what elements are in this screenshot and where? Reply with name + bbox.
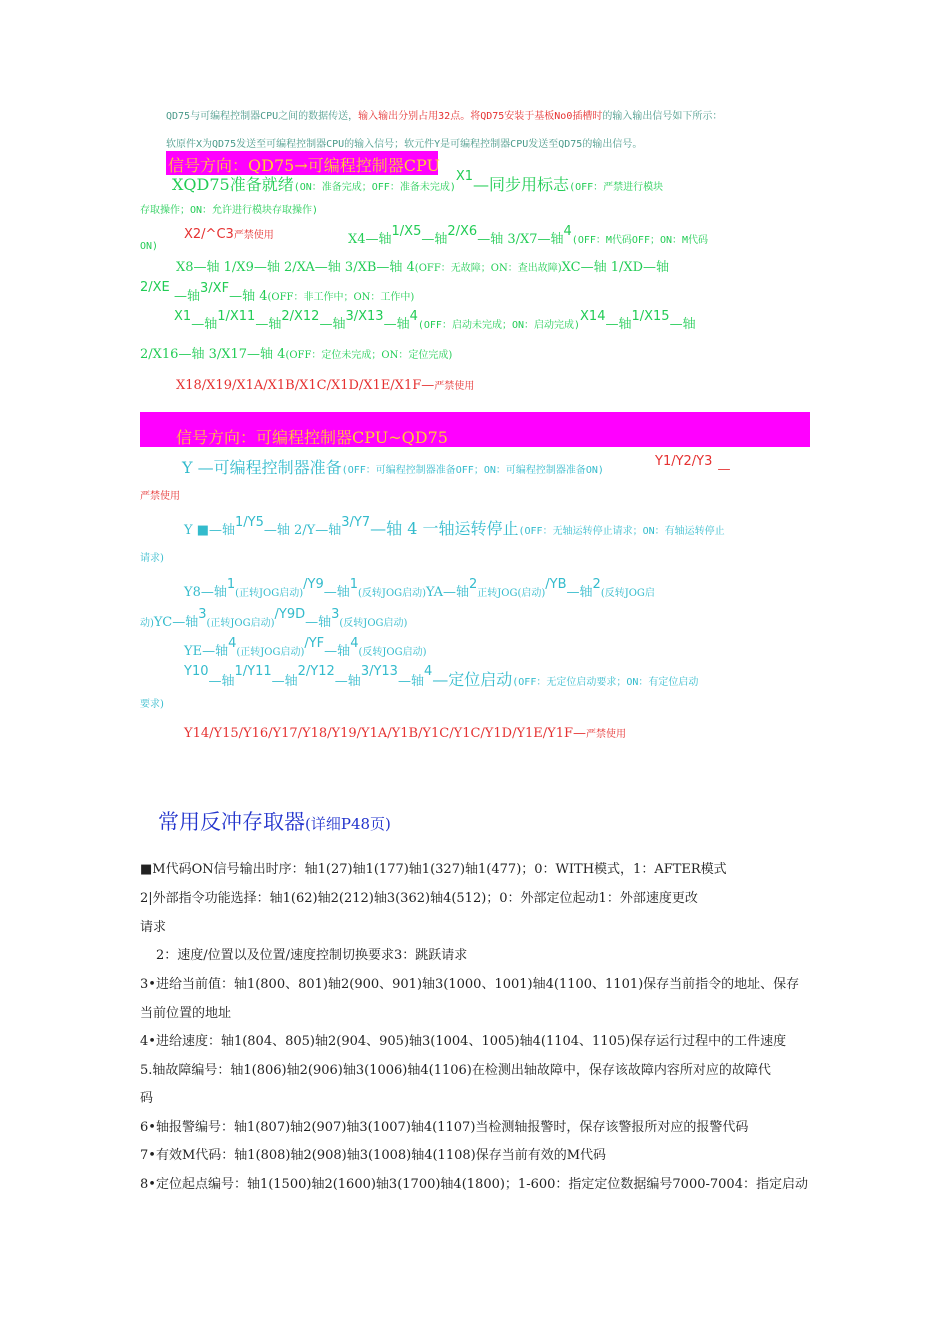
x-l1-a: X <box>172 175 184 194</box>
y-l6-d: (正转JOG启动) <box>206 618 275 629</box>
buffer-line-12: 8•定位起点编号：轴1(1500)轴2(1600)轴3(1700)轴4(1800)；1-600：指定定位数据编号7000-7004：指定启动 <box>140 1177 808 1192</box>
x-l1-c: (ON：准备完成；OFF：准备未完成) <box>293 182 456 193</box>
y-l8-f: —轴 <box>334 674 361 689</box>
y-l8-i: 4 <box>423 664 433 679</box>
y-l5-k: /YB <box>545 577 567 592</box>
x-line-8 <box>174 305 696 332</box>
intro-text-a: QD75与可编程控制器CPU之间的数据传送， <box>166 111 359 122</box>
x-l4-c: —轴 <box>421 232 448 247</box>
y-l8-j: —定位启动 <box>432 670 513 689</box>
y-l5-h: YA—轴 <box>426 585 469 600</box>
x-l9-b: (OFF：定位未完成；ON：定位完成) <box>285 350 453 361</box>
buffer-line-1: ■M代码ON信号输出时序：轴1(27)轴1(177)轴1(327)轴1(477)；0：WITH模式，1：AFTER模式 <box>140 862 727 877</box>
x-l7-c: —轴 <box>174 289 201 304</box>
y-l6-c: 3 <box>198 607 207 622</box>
buffer-line-9: 码 <box>140 1091 154 1106</box>
intro-text-c: 的输入输出信号如下所示： <box>602 111 723 122</box>
intro-text-b: 输入输出分别占用32点。将QD75安装于基板No0插槽时 <box>358 111 603 122</box>
buffer-line-3: 请求 <box>140 920 167 935</box>
y-l1-e: — <box>717 462 731 477</box>
y-l6-a: 动) <box>140 618 154 629</box>
y-line-10 <box>184 722 626 742</box>
x-l3-b: 严禁使用 <box>233 230 274 241</box>
buffer-line-8: 5.轴故障编号：轴1(806)轴2(906)轴3(1006)轴4(1106)在检测出轴故障中，保存该故障内容所对应的故障代 <box>140 1063 771 1078</box>
y-line-3 <box>184 511 725 538</box>
x-l1-b: QD75准备就绪 <box>183 175 294 194</box>
buffer-line-7: 4•进给速度：轴1(804、805)轴2(904、905)轴3(1004、1005)轴4(1104、1105)保存运行过程中的工件速度 <box>140 1034 787 1049</box>
y-l5-l: —轴 <box>566 585 593 600</box>
buffer-title <box>158 810 391 835</box>
x-l8-k: X14 <box>580 309 606 324</box>
x-l10-a: X18/X19/X1A/X1B/X1C/X1D/X1E/X1F— <box>176 378 435 393</box>
x-l7-a: 2/XE <box>140 280 170 295</box>
y-l5-c: (正转JOG启动) <box>235 588 304 599</box>
y-l1-b: —可编程控制器准备 <box>197 458 342 477</box>
y-l5-e: —轴 <box>323 585 350 600</box>
y-line-4: 请求) <box>140 553 164 564</box>
buffer-line-11: 7•有效M代码：轴1(808)轴2(908)轴3(1008)轴4(1108)保存当前有效的M代码 <box>140 1148 607 1163</box>
x-l8-f: —轴 <box>319 317 346 332</box>
y-l6-g: 3 <box>331 607 340 622</box>
x-l8-d: —轴 <box>255 317 282 332</box>
y-l6-h: (反转JOG启动) <box>339 618 408 629</box>
y-l8-h: —轴 <box>397 674 424 689</box>
y-l8-a: Y10 <box>184 664 209 679</box>
y-l5-a: Y8—轴 <box>184 585 227 600</box>
y-l8-e: 2/Y12 <box>297 664 335 679</box>
x-line-5: ON) <box>140 241 159 252</box>
x-l8-j: (OFF：启动未完成；ON：启动完成) <box>417 320 581 331</box>
y-l3-b: 1/Y5 <box>235 515 264 530</box>
x-l7-e: (OFF：非工作中；ON：工作中) <box>267 292 415 303</box>
y-l5-i: 2 <box>469 577 478 592</box>
y-l3-e: —轴 4 一轴运转停止 <box>370 519 519 538</box>
y-l5-f: 1 <box>349 577 359 592</box>
y-l7-c: (正转JOG启动) <box>236 647 305 658</box>
y-l10-b: 严禁使用 <box>586 729 627 740</box>
y-l8-g: 3/Y13 <box>360 664 398 679</box>
x-line-6 <box>176 256 669 276</box>
x-l8-e: 2/X12 <box>281 309 320 324</box>
x-l4-a: X4—轴 <box>348 232 392 247</box>
x-line-10 <box>176 374 474 394</box>
buffer-title-text: 常用反冲存取器 <box>158 810 305 834</box>
x-l8-g: 3/X13 <box>345 309 384 324</box>
y-l1-c: (OFF：可编程控制器准备OFF；ON：可编程控制器准备ON) <box>341 465 604 476</box>
buffer-line-6: 当前位置的地址 <box>140 1006 232 1021</box>
x-l8-i: 4 <box>409 309 418 324</box>
y-l7-g: (反转JOG启动) <box>358 647 427 658</box>
x-l8-l: —轴 <box>605 317 632 332</box>
y-line-6 <box>140 603 408 630</box>
y-l5-g: (反转JOG启动) <box>358 588 427 599</box>
y-l8-d: —轴 <box>271 674 298 689</box>
y-line-8 <box>184 660 699 689</box>
y-l5-j: 正转JOG(启动) <box>477 588 546 599</box>
intro-line-2: 软原件X为QD75发送至可编程控制器CPU的输入信号；软元件Y是可编程控制器CPU发送至QD75的输出信号。 <box>166 139 643 150</box>
y-l7-f: 4 <box>350 636 359 651</box>
x-l8-n: —轴 <box>669 317 696 332</box>
y-l3-c: —轴 2/Y—轴 <box>263 523 342 538</box>
y-l5-n: (反转JOG启 <box>600 588 655 599</box>
x-l3-a: X2/^C3 <box>184 227 234 242</box>
x-line-3 <box>184 223 274 243</box>
y-l5-d: /Y9 <box>303 577 324 592</box>
x-line-7b <box>174 277 415 304</box>
buffer-line-4: 2：速度/位置以及位置/速度控制切换要求3：跳跃请求 <box>156 948 468 963</box>
y-l1-d: Y1/Y2/Y3 <box>655 454 713 469</box>
y-l7-b: 4 <box>228 636 237 651</box>
x-l8-h: —轴 <box>383 317 410 332</box>
y-l7-a: YE—轴 <box>184 644 229 659</box>
x-l9-a: 2/X16—轴 3/X17—轴 4 <box>140 347 286 362</box>
x-l4-g: (OFF：M代码OFF；ON：M代码 <box>571 235 709 246</box>
y-l1-a: Y <box>182 458 193 477</box>
x-l7-b: 3/XF <box>200 281 230 296</box>
x-l6-c: XC—轴 1/XD—轴 <box>561 260 670 275</box>
y-l6-e: /Y9D <box>274 607 306 622</box>
y-l8-c: 1/Y11 <box>234 664 272 679</box>
y-line-1 <box>182 458 604 477</box>
y-l8-b: —轴 <box>208 674 235 689</box>
x-l1-f: (OFF：严禁进行模块 <box>569 182 664 193</box>
x-line-1 <box>172 169 664 195</box>
y-l7-e: —轴 <box>324 644 351 659</box>
y-l10-a: Y14/Y15/Y16/Y17/Y18/Y19/Y1A/Y1B/Y1C/Y1C/Y1D/Y1E/Y1F— <box>184 726 587 741</box>
x-l4-f: 4 <box>563 224 572 239</box>
y-line-1-tail <box>655 450 731 477</box>
x-l7-d: —轴 4 <box>229 289 268 304</box>
x-line-2: 存取操作；ON：允许进行模块存取操作) <box>140 205 319 216</box>
y-l8-k: (OFF：无定位启动要求；ON：有定位启动 <box>512 677 699 688</box>
buffer-line-10: 6•轴报警编号：轴1(807)轴2(907)轴3(1007)轴4(1107)当检测轴报警时，保存该警报所对应的报警代码 <box>140 1120 749 1135</box>
x-line-7 <box>140 276 170 296</box>
buffer-line-2: 2|外部指令功能选择：轴1(62)轴2(212)轴3(362)轴4(512)；0：外部定位起动1：外部速度更改 <box>140 891 698 906</box>
x-l8-c: 1/X11 <box>217 309 256 324</box>
x-l6-a: X8—轴 1/X9—轴 2/XA—轴 3/XB—轴 4 <box>176 260 415 275</box>
y-l3-d: 3/Y7 <box>341 515 371 530</box>
x-l8-a: X1 <box>174 309 192 324</box>
x-l10-b: 严禁使用 <box>434 381 475 392</box>
buffer-line-5: 3•进给当前值：轴1(800、801)轴2(900、901)轴3(1000、1001)轴4(1100、1101)保存当前指令的地址、保存 <box>140 977 800 992</box>
y-line-5 <box>184 573 655 600</box>
x-line-9 <box>140 343 452 363</box>
signal-direction-header-x: 信号方向：QD75→可编程控制器CPU <box>168 156 440 175</box>
y-l6-b: YC—轴 <box>153 615 199 630</box>
y-l5-m: 2 <box>592 577 601 592</box>
y-line-2: 严禁使用 <box>140 491 180 502</box>
y-l3-a: Y ■—轴 <box>184 523 235 538</box>
x-l8-b: —轴 <box>191 317 218 332</box>
x-l4-b: 1/X5 <box>391 224 422 239</box>
y-l6-f: —轴 <box>305 615 332 630</box>
x-line-4 <box>348 220 709 247</box>
y-line-9: 要求) <box>140 699 164 710</box>
signal-direction-header-y: 信号方向：可编程控制器CPU~QD75 <box>176 428 448 447</box>
x-l1-e: —同步用标志 <box>473 175 570 194</box>
buffer-title-note: (详细P48页) <box>305 815 391 833</box>
intro-line-1 <box>166 111 722 123</box>
x-l8-m: 1/X15 <box>631 309 670 324</box>
x-l4-e: —轴 3/X7—轴 <box>477 232 564 247</box>
y-line-7 <box>184 632 427 659</box>
x-l6-b: (OFF：无故障；ON：查出故障) <box>414 263 562 274</box>
y-l7-d: /YF <box>304 636 325 651</box>
x-l1-d: X1 <box>455 169 474 184</box>
y-l5-b: 1 <box>226 577 236 592</box>
x-l4-d: 2/X6 <box>447 224 478 239</box>
y-l3-f: (OFF：无轴运转停止请求；ON：有轴运转停止 <box>518 526 725 537</box>
